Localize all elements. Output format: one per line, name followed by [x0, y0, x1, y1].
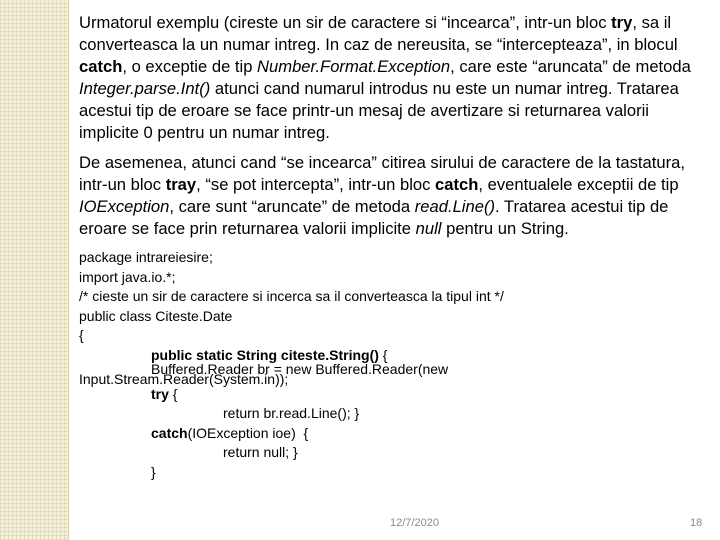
- p2-text: , “se pot intercepta”, intr-un bloc: [196, 175, 436, 194]
- p2-text: , eventualele exceptii de tip: [478, 175, 679, 194]
- code-text: Input.Stream.Reader(System.in));: [79, 371, 289, 387]
- code-block: [79, 248, 709, 482]
- code-method-signature: public static String citeste.String(): [151, 346, 379, 363]
- decorative-sidebar: [0, 0, 69, 540]
- code-text: {: [378, 346, 388, 363]
- code-line-overlap: [79, 361, 709, 387]
- code-line: [79, 424, 709, 444]
- code-comment: /* cieste un sir de caractere si incerca sa il converteasca la tipul int */: [79, 288, 504, 304]
- p1-text: atunci cand numarul introdus nu este un numar intreg. Tratarea acestui tip de eroare se face printr-un mesaj de avertizare si returnarea valorii implicite 0 pentru un numar intreg.: [79, 79, 679, 142]
- p1-text: , o exceptie de tip: [122, 57, 258, 76]
- code-line: import java.io.*;: [79, 268, 176, 285]
- paragraph-2: [79, 152, 709, 240]
- code-line: return null; }: [223, 444, 298, 460]
- code-line: package intrareiesire;: [79, 249, 213, 265]
- footer-date: 12/7/2020: [390, 517, 439, 529]
- code-keyword-catch: catch: [151, 424, 188, 441]
- code-line: {: [79, 327, 84, 343]
- p2-method-name: read.Line(): [414, 197, 495, 216]
- p2-text: . Tratarea acestui tip de eroare se face prin returnarea valorii implicite: [79, 197, 669, 238]
- p2-text: , care sunt “aruncate” de metoda: [169, 197, 415, 216]
- p1-text: Urmatorul exemplu (cireste un sir de caractere si “incearca”, intr-un bloc: [79, 13, 612, 32]
- p1-keyword-catch: catch: [79, 57, 123, 76]
- p1-text: , sa il converteasca la un numar intreg. In caz de nereusita, se “intercepteaza”, in blocul: [79, 13, 678, 54]
- p1-text: , care este “aruncata” de metoda: [450, 57, 691, 76]
- code-text: Buffered.Reader br = new Buffered.Reader(new: [151, 361, 449, 377]
- p1-method-name: Integer.parse.Int(): [79, 79, 211, 98]
- p2-text: De asemenea, atunci cand “se incearca” citirea sirului de caractere de la tastatura, intr-un bloc: [79, 153, 685, 194]
- code-keyword-try: try: [151, 385, 169, 402]
- p2-null-value: null: [415, 219, 442, 238]
- code-text: {: [168, 385, 178, 402]
- p1-exception-name: Number.Format.Exception: [257, 57, 451, 76]
- slide-content: [79, 12, 709, 482]
- p2-keyword-tray: tray: [165, 175, 197, 194]
- p2-keyword-catch: catch: [435, 175, 479, 194]
- code-line: public class Citeste.Date: [79, 307, 233, 324]
- code-line: return br.read.Line(); }: [223, 405, 360, 421]
- p2-text: pentru un String.: [441, 219, 569, 238]
- p2-exception-name: IOException: [79, 197, 170, 216]
- p1-keyword-try: try: [611, 13, 633, 32]
- code-line: }: [151, 463, 156, 480]
- code-text: (IOException ioe) {: [187, 424, 309, 441]
- paragraph-1: [79, 12, 709, 144]
- slide-number: 18: [690, 517, 703, 529]
